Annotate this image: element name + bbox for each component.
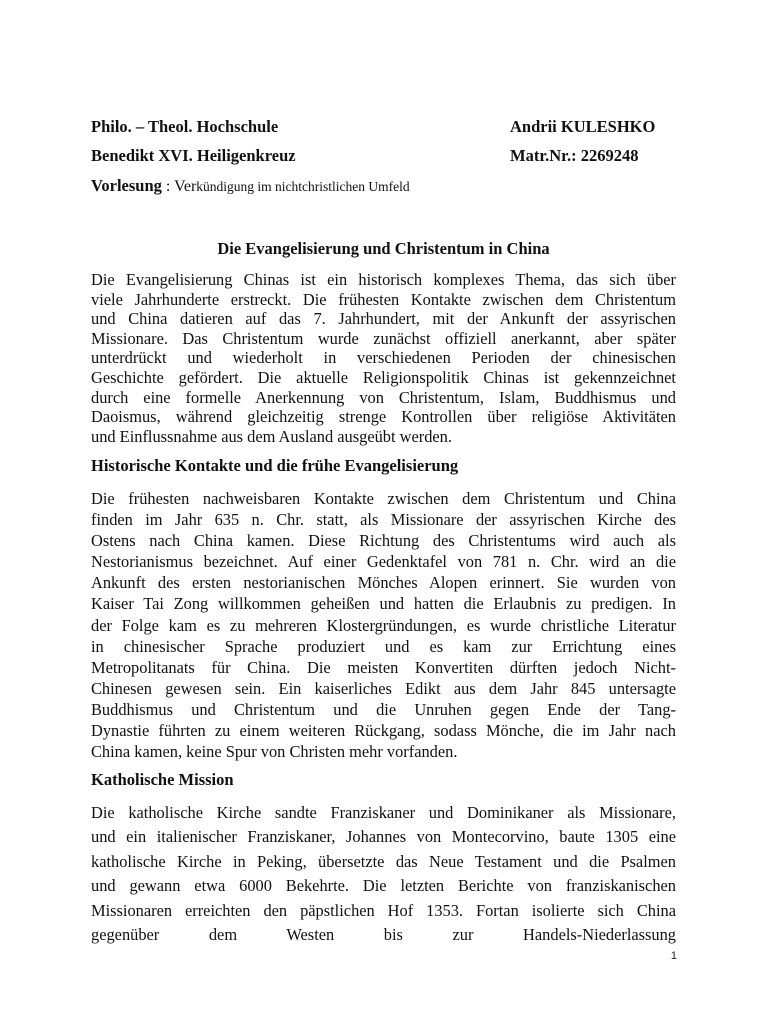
text-line: Kaiser Tai Zong willkommen geheißen und hatten die Erlaubnis zu predigen. In [91, 594, 676, 614]
text-line: und Einflussnahme aus dem Ausland ausgeübt werden. [91, 426, 452, 446]
lecture-separator: : [161, 178, 175, 195]
text-line: und ein italienischer Franziskaner, Johannes von Montecorvino, baute 1305 eine [91, 827, 676, 847]
text-line: gegenüber dem Westen bis zur Handels-Niederlassung [91, 925, 676, 945]
text-line: und gewann etwa 6000 Bekehrte. Die letzten Berichte von franziskanischen [91, 876, 676, 896]
text-line: Daoismus, während gleichzeitig strenge Kontrollen über religiöse Aktivitäten [91, 407, 676, 427]
matriculation-number: Matr.Nr.: 2269248 [510, 146, 639, 165]
text-line: Metropolitanats für China. Die meisten Konvertiten dürften jedoch Nicht- [91, 657, 676, 677]
text-line: unterdrückt und wiederholt in verschiedenen Perioden der chinesischen [91, 348, 676, 368]
text-line: China kamen, keine Spur von Christen mehr vorfanden. [91, 742, 458, 762]
lecture-label: Vorlesung [91, 176, 162, 195]
lecture-line [91, 176, 410, 197]
author-name: Andrii KULESHKO [510, 117, 656, 136]
section-heading-historical-contacts: Historische Kontakte und die frühe Evangelisierung [91, 456, 459, 475]
text-line: Die katholische Kirche sandte Franziskaner und Dominikaner als Missionare, [91, 803, 676, 822]
text-line: der Folge kam es zu mehreren Klostergründungen, es wurde christliche Literatur [91, 615, 676, 635]
catholic-mission-paragraph [91, 801, 676, 947]
text-line: Geschichte gefördert. Die aktuelle Religionspolitik Chinas ist gekennzeichnet [91, 367, 676, 387]
intro-paragraph [91, 270, 676, 446]
historical-contacts-paragraph [91, 488, 676, 762]
page-number: 1 [670, 950, 677, 962]
text-line: katholische Kirche in Peking, übersetzte das Neue Testament und die Psalmen [91, 851, 676, 871]
institution-line-1: Philo. – Theol. Hochschule [91, 117, 279, 136]
lecture-topic-start: Ver [174, 178, 197, 195]
text-line: Ankunft des ersten nestorianischen Mönches Alopen erinnert. Sie wurden von [91, 573, 676, 593]
text-line: Chinesen gewesen sein. Ein kaiserliches Edikt aus dem Jahr 845 untersagte [91, 678, 676, 698]
lecture-topic-rest: kündigung im nichtchristlichen Umfeld [196, 179, 410, 194]
section-heading-catholic-mission: Katholische Mission [91, 770, 234, 789]
document-title: Die Evangelisierung und Christentum in China [217, 239, 550, 258]
text-line: Dynastie führten zu einem weiteren Rückgang, sodass Mönche, die im Jahr nach [91, 721, 676, 741]
text-line: und China datieren auf das 7. Jahrhundert, mit der Ankunft der assyrischen [91, 309, 676, 329]
text-line: Nestorianismus bezeichnet. Auf einer Gedenktafel von 781 n. Chr. wird an die [91, 552, 676, 572]
text-line: finden im Jahr 635 n. Chr. statt, als Missionare der assyrischen Kirche des [91, 510, 676, 530]
text-line: viele Jahrhunderte erstreckt. Die frühesten Kontakte zwischen dem Christentum [91, 289, 676, 309]
text-line: Buddhismus und Christentum und die Unruhen gegen Ende der Tang- [91, 699, 676, 719]
text-line: Ostens nach China kamen. Diese Richtung des Christentums wird auch als [91, 531, 676, 551]
text-line: in chinesischer Sprache produziert und es kam zur Errichtung eines [91, 636, 676, 656]
text-line: durch eine formelle Anerkennung von Christentum, Islam, Buddhismus und [91, 387, 676, 407]
text-line: Missionare. Das Christentum wurde zunächst offiziell anerkannt, aber später [91, 328, 676, 348]
institution-line-2: Benedikt XVI. Heiligenkreuz [91, 146, 296, 165]
text-line: Die Evangelisierung Chinas ist ein historisch komplexes Thema, das sich über [91, 270, 676, 289]
text-line: Missionaren erreichten den päpstlichen Hof 1353. Fortan isolierte sich China [91, 900, 676, 920]
text-line: Die frühesten nachweisbaren Kontakte zwischen dem Christentum und China [91, 489, 676, 508]
